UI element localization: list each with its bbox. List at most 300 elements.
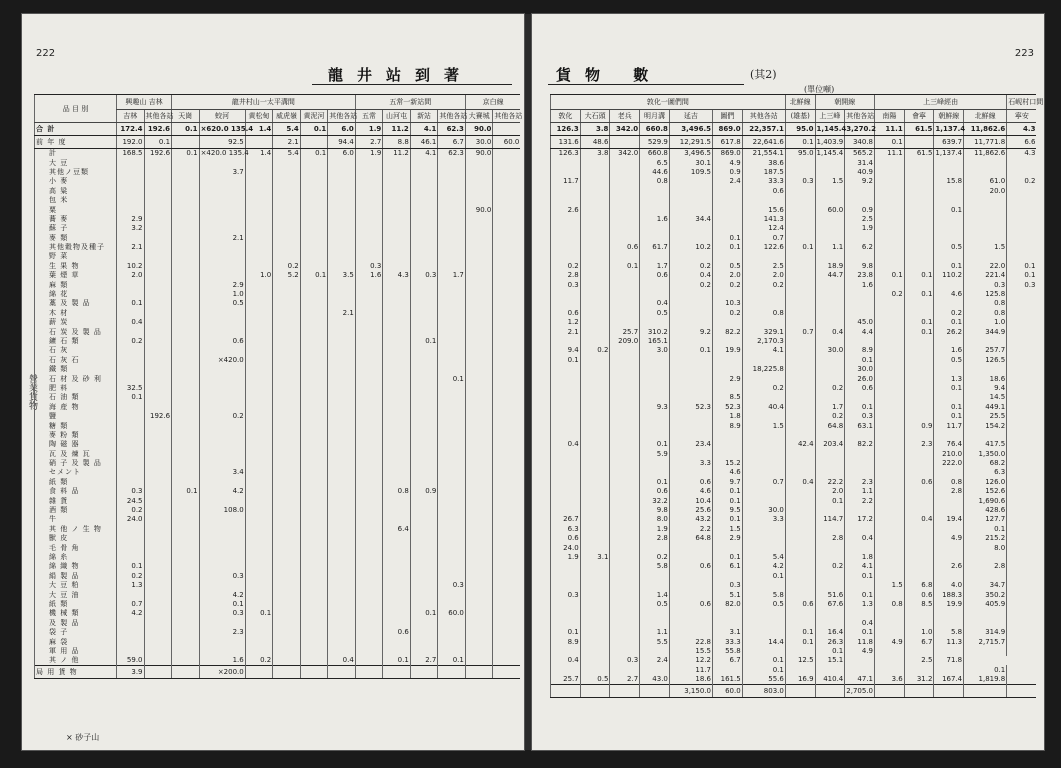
table-cell	[410, 205, 438, 214]
table-cell	[669, 196, 712, 205]
table-cell	[465, 309, 493, 318]
table-cell	[640, 685, 670, 698]
table-cell	[438, 600, 466, 609]
table-cell	[410, 346, 438, 355]
table-cell	[383, 609, 411, 618]
row-label: 鹽	[35, 412, 117, 421]
table-cell	[438, 365, 466, 374]
table-cell	[465, 459, 493, 468]
table-cell	[199, 581, 245, 590]
table-cell	[300, 515, 328, 524]
table-cell: 34.7	[964, 581, 1007, 590]
table-cell: 2,705.0	[845, 685, 875, 698]
row-label: 小 麥	[35, 177, 117, 186]
table-cell	[712, 384, 742, 393]
table-cell	[742, 356, 785, 365]
table-cell	[273, 459, 301, 468]
table-cell	[273, 619, 301, 628]
table-cell	[493, 365, 521, 374]
table-cell	[245, 327, 273, 336]
table-cell	[383, 543, 411, 552]
table-cell	[117, 647, 145, 656]
table-cell: 18.6	[964, 374, 1007, 383]
row-label: 粟	[35, 205, 117, 214]
table-cell	[815, 309, 845, 318]
table-cell: 3.8	[580, 123, 610, 136]
table-cell	[245, 346, 273, 355]
table-cell: 46.1	[410, 136, 438, 149]
table-cell	[144, 280, 172, 289]
table-cell	[383, 309, 411, 318]
table-cell	[117, 187, 145, 196]
table-cell	[199, 243, 245, 252]
table-cell	[172, 628, 200, 637]
table-cell: 210.0	[934, 450, 964, 459]
table-cell	[493, 393, 521, 402]
table-cell	[355, 534, 383, 543]
table-cell	[438, 459, 466, 468]
table-cell: 40.9	[845, 168, 875, 177]
table-cell	[964, 647, 1007, 656]
table-cell	[610, 271, 640, 280]
table-cell	[580, 205, 610, 214]
table-cell	[465, 487, 493, 496]
table-cell	[493, 271, 521, 280]
table-cell	[245, 403, 273, 412]
table-cell: 1.0	[199, 290, 245, 299]
table-row	[35, 384, 521, 393]
table-cell	[410, 252, 438, 261]
table-row	[35, 647, 521, 656]
table-cell	[383, 421, 411, 430]
table-cell: 32.5	[117, 384, 145, 393]
table-cell	[465, 168, 493, 177]
table-cell	[1007, 168, 1037, 177]
table-cell	[117, 637, 145, 646]
table-cell	[273, 478, 301, 487]
table-cell	[493, 158, 521, 167]
page-title-left: 龍井站到著	[328, 66, 474, 84]
table-cell	[410, 421, 438, 430]
table-cell	[493, 628, 521, 637]
table-cell	[199, 318, 245, 327]
table-row	[35, 450, 521, 459]
table-cell	[493, 290, 521, 299]
table-cell: 0.6	[199, 337, 245, 346]
table-cell	[815, 665, 845, 674]
table-cell: 5.5	[640, 637, 670, 646]
table-cell: 0.2	[669, 280, 712, 289]
table-cell: 0.5	[712, 262, 742, 271]
table-cell: 10.4	[669, 496, 712, 505]
table-cell	[144, 318, 172, 327]
table-row	[551, 158, 1037, 167]
table-cell	[785, 356, 815, 365]
table-cell	[640, 459, 670, 468]
table-cell	[493, 224, 521, 233]
table-cell	[355, 327, 383, 336]
table-cell	[117, 309, 145, 318]
table-cell: 62.3	[438, 149, 466, 159]
table-cell: 1,690.6	[964, 496, 1007, 505]
table-row	[35, 149, 521, 159]
table-cell	[328, 234, 356, 243]
table-cell	[328, 590, 356, 599]
table-cell	[874, 478, 904, 487]
table-cell	[300, 496, 328, 505]
table-cell	[551, 685, 581, 698]
table-cell: 8.0	[964, 543, 1007, 552]
table-cell: 1.7	[438, 271, 466, 280]
table-cell	[712, 252, 742, 261]
table-cell	[355, 224, 383, 233]
table-cell	[493, 450, 521, 459]
table-cell	[874, 534, 904, 543]
title-underline-right	[548, 84, 744, 85]
table-cell	[580, 243, 610, 252]
table-cell	[300, 412, 328, 421]
table-cell	[144, 299, 172, 308]
table-row	[35, 637, 521, 646]
table-row	[35, 309, 521, 318]
table-cell	[904, 365, 934, 374]
table-cell	[245, 243, 273, 252]
table-cell	[580, 487, 610, 496]
table-cell	[874, 450, 904, 459]
table-cell: 26.7	[551, 515, 581, 524]
table-cell: 24.0	[551, 543, 581, 552]
table-cell: 95.0	[785, 123, 815, 136]
table-cell: 82.2	[712, 327, 742, 336]
table-cell: 405.9	[964, 600, 1007, 609]
table-cell	[785, 205, 815, 214]
table-cell	[117, 459, 145, 468]
table-cell: ×200.0	[199, 666, 245, 679]
table-cell: 0.4	[117, 318, 145, 327]
table-cell	[144, 205, 172, 214]
table-cell: 0.2	[1007, 177, 1037, 186]
table-cell: 0.6	[904, 590, 934, 599]
table-cell: 2.0	[742, 271, 785, 280]
table-row	[551, 280, 1037, 289]
table-cell	[117, 290, 145, 299]
table-cell	[144, 637, 172, 646]
column-header: 明月溝	[640, 110, 670, 123]
table-cell: 0.8	[874, 600, 904, 609]
row-label: 海 産 物	[35, 403, 117, 412]
table-cell	[934, 187, 964, 196]
table-cell	[410, 168, 438, 177]
table-cell	[199, 262, 245, 271]
table-cell	[328, 525, 356, 534]
table-cell	[465, 224, 493, 233]
table-cell	[117, 365, 145, 374]
table-cell	[273, 543, 301, 552]
table-cell	[610, 205, 640, 214]
table-cell	[640, 224, 670, 233]
table-cell: 0.3	[551, 590, 581, 599]
table-cell	[245, 647, 273, 656]
table-cell	[199, 619, 245, 628]
table-cell	[328, 450, 356, 459]
row-label: 紙 類	[35, 478, 117, 487]
table-cell	[580, 685, 610, 698]
table-row	[551, 393, 1037, 402]
table-cell: 342.0	[610, 123, 640, 136]
table-cell: 0.5	[742, 600, 785, 609]
table-cell: 0.6	[669, 600, 712, 609]
table-cell: 0.6	[669, 478, 712, 487]
table-cell	[934, 252, 964, 261]
table-cell: 1.0	[245, 271, 273, 280]
table-cell	[493, 525, 521, 534]
table-cell	[712, 543, 742, 552]
table-cell	[964, 215, 1007, 224]
table-cell	[551, 158, 581, 167]
table-cell	[245, 356, 273, 365]
table-cell: 5.8	[934, 628, 964, 637]
table-row	[551, 647, 1037, 656]
table-row	[551, 299, 1037, 308]
table-row	[35, 553, 521, 562]
table-row	[551, 450, 1037, 459]
table-cell	[245, 506, 273, 515]
table-row	[35, 525, 521, 534]
table-cell	[144, 168, 172, 177]
table-cell: 0.4	[904, 515, 934, 524]
row-label: 大 豆 粕	[35, 581, 117, 590]
table-cell	[273, 525, 301, 534]
table-cell: 0.2	[199, 412, 245, 421]
table-cell: 0.3	[117, 487, 145, 496]
table-cell: 30.0	[465, 136, 493, 149]
table-cell	[904, 187, 934, 196]
table-cell	[904, 459, 934, 468]
table-cell: 0.1	[934, 318, 964, 327]
table-cell	[493, 337, 521, 346]
table-cell	[465, 525, 493, 534]
table-cell	[144, 327, 172, 336]
table-cell	[328, 356, 356, 365]
table-cell	[172, 356, 200, 365]
row-label: 木 材	[35, 309, 117, 318]
table-cell	[273, 609, 301, 618]
table-cell	[785, 506, 815, 515]
table-cell	[874, 346, 904, 355]
table-cell: 43.2	[669, 515, 712, 524]
table-cell	[815, 374, 845, 383]
table-cell: 0.1	[383, 656, 411, 666]
page-title-right: 貨物 數	[556, 66, 663, 84]
table-cell: 0.1	[669, 346, 712, 355]
table-cell: 0.2	[815, 562, 845, 571]
table-cell: 16.4	[815, 628, 845, 637]
table-cell	[438, 562, 466, 571]
table-cell	[580, 196, 610, 205]
table-cell	[144, 515, 172, 524]
table-cell	[245, 280, 273, 289]
table-cell: 0.1	[245, 609, 273, 618]
table-cell	[383, 299, 411, 308]
row-label: 高 粱	[35, 187, 117, 196]
table-cell	[904, 534, 934, 543]
table-cell	[273, 356, 301, 365]
table-cell	[640, 543, 670, 552]
column-header: 敦化	[551, 110, 581, 123]
table-cell	[493, 299, 521, 308]
table-cell	[493, 123, 521, 136]
table-cell	[1007, 647, 1037, 656]
table-cell	[144, 581, 172, 590]
table-cell	[410, 628, 438, 637]
table-cell	[493, 346, 521, 355]
table-cell	[1007, 450, 1037, 459]
table-cell	[610, 553, 640, 562]
table-cell	[669, 590, 712, 599]
table-cell	[712, 619, 742, 628]
table-cell	[172, 619, 200, 628]
table-cell	[172, 252, 200, 261]
table-cell	[144, 356, 172, 365]
table-cell	[1007, 205, 1037, 214]
table-cell	[383, 515, 411, 524]
table-cell	[465, 543, 493, 552]
table-cell	[117, 205, 145, 214]
table-cell	[355, 590, 383, 599]
table-cell: 0.9	[904, 421, 934, 430]
table-cell	[245, 421, 273, 430]
footnote: × 砂子山	[66, 733, 100, 742]
table-cell	[245, 562, 273, 571]
table-cell	[328, 290, 356, 299]
table-cell	[328, 534, 356, 543]
table-cell: 1,137.4	[934, 123, 964, 136]
table-cell	[580, 431, 610, 440]
table-row	[551, 487, 1037, 496]
table-cell	[1007, 637, 1037, 646]
table-row	[551, 205, 1037, 214]
table-cell: 0.1	[742, 665, 785, 674]
table-cell	[904, 468, 934, 477]
table-cell	[785, 647, 815, 656]
table-cell	[328, 337, 356, 346]
table-cell: 3.6	[874, 675, 904, 685]
table-cell	[117, 590, 145, 599]
table-cell: 3.1	[580, 553, 610, 562]
row-label: 葉 煙 草	[35, 271, 117, 280]
table-cell	[438, 506, 466, 515]
table-cell	[300, 647, 328, 656]
table-row	[35, 478, 521, 487]
table-cell	[904, 374, 934, 383]
column-header: 山河屯	[383, 110, 411, 123]
table-cell	[300, 177, 328, 186]
table-cell	[300, 572, 328, 581]
table-cell	[300, 581, 328, 590]
table-cell: 0.1	[785, 628, 815, 637]
column-header: 其他各站	[493, 110, 521, 123]
table-cell: 0.2	[117, 572, 145, 581]
table-cell	[383, 205, 411, 214]
table-cell	[640, 187, 670, 196]
table-cell	[493, 262, 521, 271]
row-label: 麥 類	[35, 234, 117, 243]
table-cell	[328, 647, 356, 656]
table-cell	[199, 450, 245, 459]
table-cell	[300, 403, 328, 412]
column-header: 北鮮線	[964, 110, 1007, 123]
table-row	[35, 421, 521, 430]
table-cell	[493, 403, 521, 412]
table-cell	[144, 628, 172, 637]
table-cell: 18.6	[669, 675, 712, 685]
table-cell	[438, 393, 466, 402]
table-cell	[815, 459, 845, 468]
table-cell	[904, 685, 934, 698]
table-cell	[383, 234, 411, 243]
table-cell	[1007, 487, 1037, 496]
table-cell	[355, 572, 383, 581]
table-cell	[610, 346, 640, 355]
table-cell	[144, 496, 172, 505]
table-cell: 2.0	[117, 271, 145, 280]
table-cell	[934, 196, 964, 205]
table-cell: 167.4	[934, 675, 964, 685]
table-cell: 9.4	[964, 384, 1007, 393]
table-row	[35, 337, 521, 346]
table-cell	[383, 506, 411, 515]
table-cell: 0.6	[640, 271, 670, 280]
table-cell	[580, 628, 610, 637]
column-header: 南陽	[874, 110, 904, 123]
group-header: 京白線	[465, 95, 520, 110]
table-cell	[465, 478, 493, 487]
table-cell: 660.8	[640, 123, 670, 136]
table-cell	[493, 374, 521, 383]
table-cell	[904, 356, 934, 365]
table-cell	[465, 628, 493, 637]
table-cell	[328, 252, 356, 261]
table-cell: 14.5	[964, 393, 1007, 402]
table-cell	[383, 337, 411, 346]
table-cell: 0.7	[785, 327, 815, 336]
table-cell: 3.1	[712, 628, 742, 637]
table-cell	[493, 637, 521, 646]
table-cell	[355, 553, 383, 562]
table-cell	[874, 609, 904, 618]
table-cell	[551, 243, 581, 252]
table-cell: 0.1	[438, 656, 466, 666]
table-cell	[273, 215, 301, 224]
table-cell	[551, 478, 581, 487]
table-cell: 3,496.5	[669, 123, 712, 136]
table-cell	[199, 393, 245, 402]
table-cell	[1007, 252, 1037, 261]
table-cell	[172, 562, 200, 571]
table-cell: 3.2	[117, 224, 145, 233]
table-cell	[964, 656, 1007, 665]
table-cell	[580, 478, 610, 487]
table-cell	[785, 393, 815, 402]
column-header: 其他各站	[742, 110, 785, 123]
table-cell	[465, 468, 493, 477]
table-cell	[1007, 290, 1037, 299]
table-cell	[438, 327, 466, 336]
table-cell	[815, 215, 845, 224]
table-cell	[904, 412, 934, 421]
table-cell	[300, 628, 328, 637]
table-cell	[904, 196, 934, 205]
